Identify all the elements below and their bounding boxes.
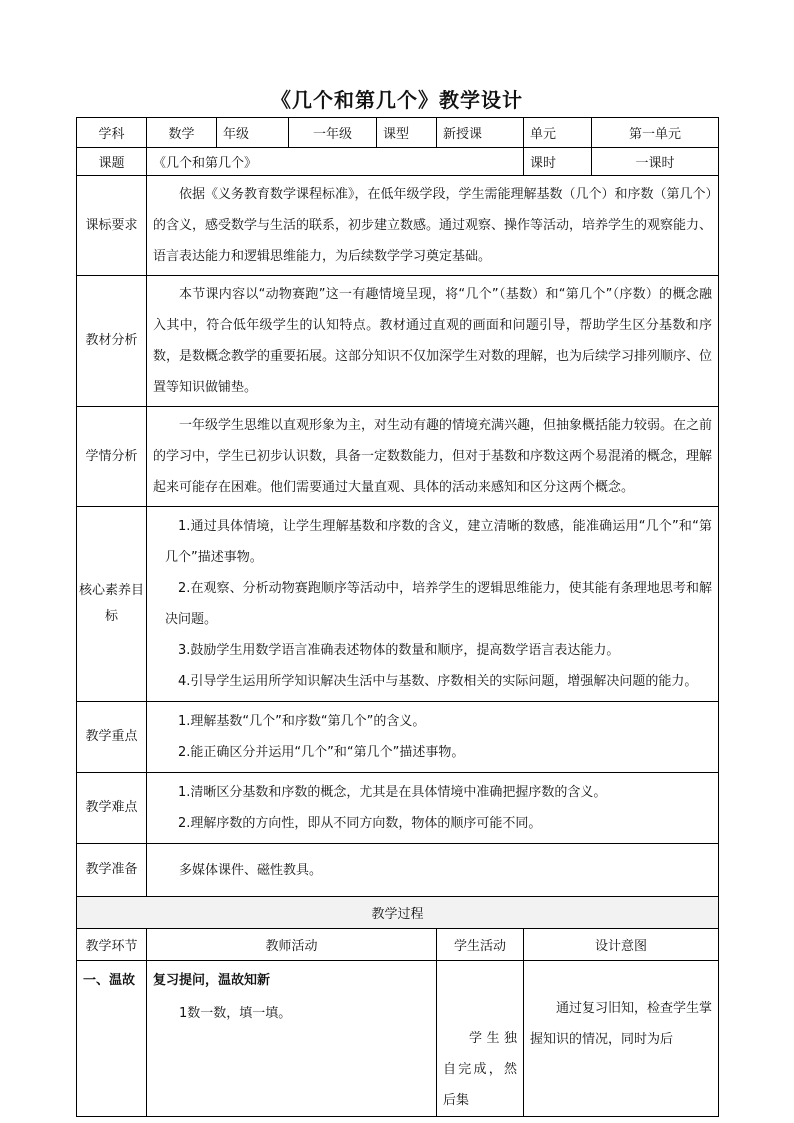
key-label: 教学重点	[77, 702, 147, 773]
student-cell	[437, 961, 524, 1117]
subject-label: 学科	[77, 118, 147, 148]
difficulty-label: 教学难点	[77, 773, 147, 844]
grade-label: 年级	[217, 118, 289, 148]
difficulty-item-1: 1.清晰区分基数和序数的概念，尤其是在具体情境中准确把握序数的含义。	[178, 785, 607, 800]
period-label: 课时	[524, 148, 592, 176]
standard-row	[77, 176, 719, 276]
stage-cell: 一、温故	[77, 961, 147, 1117]
teacher-item: 1数一数，填一填。	[179, 1006, 292, 1021]
difficulty-row	[77, 773, 719, 844]
process-title-row	[77, 897, 719, 929]
teacher-cell	[147, 961, 437, 1117]
process-header-row	[77, 929, 719, 961]
learner-text: 一年级学生思维以直观形象为主，对生动有趣的情境充满兴趣，但抽象概括能力较弱。在之前的学习中，学生已初步认识数，具备一定数数能力，但对于基数和序数这两个易混淆的概念，理解起来可能存在困难。他们需要通过大量直观、具体的活动来感知和区分这两个概念。	[147, 407, 719, 507]
grade-value: 一年级	[289, 118, 377, 148]
prep-row	[77, 844, 719, 897]
difficulty-list	[147, 773, 719, 844]
goal-item-2: 2.在观察、分析动物赛跑顺序等活动中，培养学生的逻辑思维能力，使其能有条理地思考和解决问题。	[165, 581, 712, 627]
goals-label: 核心素养目标	[77, 507, 147, 702]
student-text: 学生独自完成，然后集	[443, 1031, 517, 1108]
subject-value: 数学	[147, 118, 217, 148]
standard-text: 依据《义务教育数学课程标准》，在低年级学段，学生需能理解基数（几个）和序数（第几个）的含义，感受数学与生活的联系，初步建立数感。通过观察、操作等活动，培养学生的观察能力、语言表达能力和逻辑思维能力，为后续数学学习奠定基础。	[147, 176, 719, 276]
stage-header: 教学环节	[77, 929, 147, 961]
student-header: 学生活动	[437, 929, 524, 961]
process-title: 教学过程	[77, 897, 719, 929]
prep-label: 教学准备	[77, 844, 147, 897]
goal-item-1: 1.通过具体情境，让学生理解基数和序数的含义，建立清晰的数感，能准确运用“几个”和“第几个”描述事物。	[165, 519, 712, 565]
goal-item-4: 4.引导学生运用所学知识解决生活中与基数、序数相关的实际问题，增强解决问题的能力。	[178, 674, 698, 689]
material-text: 本节课内容以“动物赛跑”这一有趣情境呈现，将“几个”（基数）和“第几个”（序数）的概念融入其中，符合低年级学生的认知特点。教材通过直观的画面和问题引导，帮助学生区分基数和序数，是数概念教学的重要拓展。这部分知识不仅加深学生对数的理解，也为后续学习排列顺序、位置等知识做铺垫。	[147, 276, 719, 407]
material-label: 教材分析	[77, 276, 147, 407]
intent-text: 通过复习旧知，检查学生掌握知识的情况，同时为后	[530, 1001, 713, 1047]
goal-item-3: 3.鼓励学生用数学语言准确表述物体的数量和顺序，提高数学语言表达能力。	[178, 643, 620, 658]
info-row-2	[77, 148, 719, 176]
learner-row	[77, 407, 719, 507]
key-row	[77, 702, 719, 773]
standard-label: 课标要求	[77, 176, 147, 276]
teacher-heading: 复习提问，温故知新	[153, 973, 271, 988]
info-row-1	[77, 118, 719, 148]
goals-row	[77, 507, 719, 702]
unit-value: 第一单元	[592, 118, 719, 148]
material-row	[77, 276, 719, 407]
goals-list	[147, 507, 719, 702]
prep-text: 多媒体课件、磁性教具。	[147, 844, 719, 897]
intent-cell	[524, 961, 719, 1117]
difficulty-item-2: 2.理解序数的方向性，即从不同方向数，物体的顺序可能不同。	[178, 816, 542, 831]
lesson-plan-table	[76, 117, 719, 1117]
key-item-1: 1.理解基数“几个”和序数“第几个”的含义。	[178, 714, 426, 729]
topic-label: 课题	[77, 148, 147, 176]
topic-value: 《几个和第几个》	[147, 148, 524, 176]
type-label: 课型	[377, 118, 437, 148]
type-value: 新授课	[437, 118, 524, 148]
learner-label: 学情分析	[77, 407, 147, 507]
process-row	[77, 961, 719, 1117]
document-title: 《几个和第几个》教学设计	[271, 88, 523, 112]
intent-header: 设计意图	[524, 929, 719, 961]
unit-label: 单元	[524, 118, 592, 148]
key-list	[147, 702, 719, 773]
teacher-header: 教师活动	[147, 929, 437, 961]
key-item-2: 2.能正确区分并运用“几个”和“第几个”描述事物。	[178, 745, 465, 760]
period-value: 一课时	[592, 148, 719, 176]
